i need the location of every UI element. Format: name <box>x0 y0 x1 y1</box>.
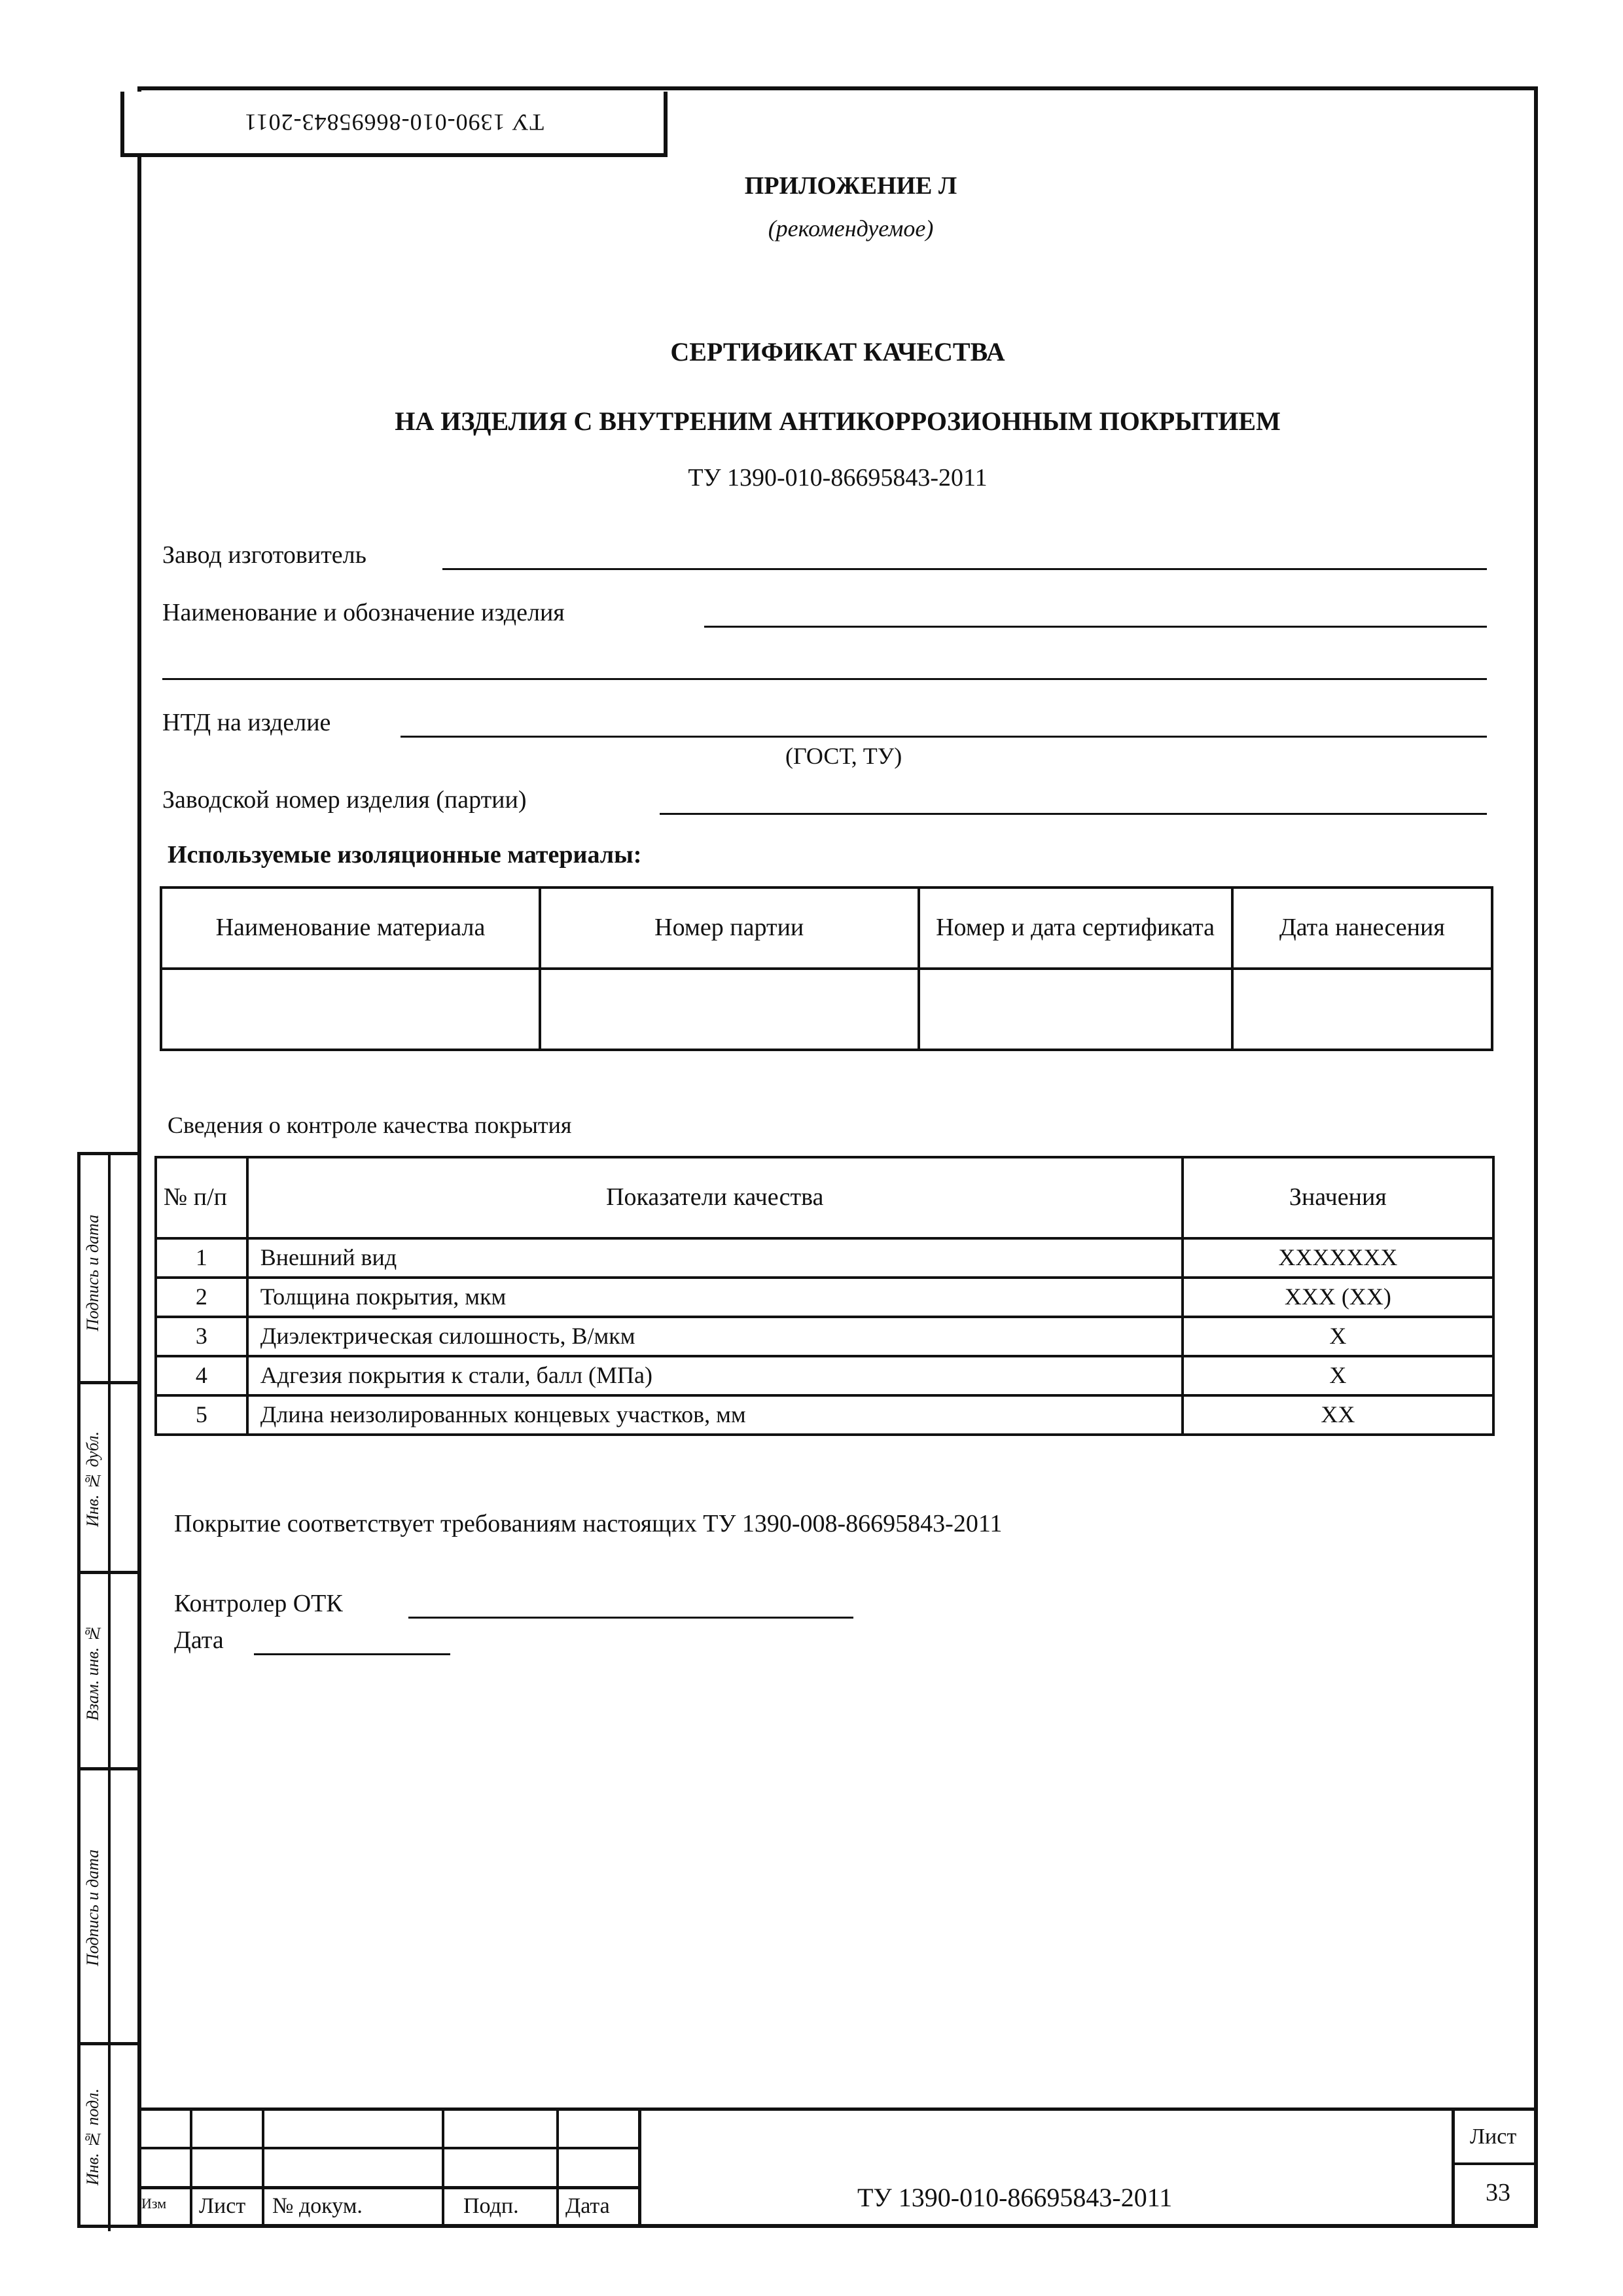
quality-col-value: Значения <box>1183 1157 1493 1238</box>
code-box <box>120 92 668 157</box>
side-label: Подпись и дата <box>83 1214 102 1332</box>
side-cell-dup-inv <box>80 1384 141 1574</box>
certificate-spec: ТУ 1390-010-86695843-2011 <box>688 464 988 492</box>
materials-col-cert: Номер и дата сертификата <box>919 888 1232 969</box>
table-row <box>156 1238 1493 1278</box>
appendix-note: (рекомендуемое) <box>768 215 934 242</box>
row-name: Диэлектрическая силошность, В/мкм <box>247 1317 1183 1356</box>
materials-cell[interactable] <box>161 969 540 1050</box>
quality-col-num: № п/п <box>156 1157 247 1238</box>
certificate-subtitle: НА ИЗДЕЛИЯ С ВНУТРЕНИМ АНТИКОРРОЗИОННЫМ ПОКРЫТИЕМ <box>395 406 1281 436</box>
side-cell-sign-date-1 <box>80 1155 141 1384</box>
tb-label-change: Изм <box>141 2195 167 2212</box>
row-value: X <box>1183 1356 1493 1395</box>
tb-label-sheet: Лист <box>199 2194 246 2218</box>
materials-col-batch: Номер партии <box>540 888 919 969</box>
row-num: 5 <box>156 1395 247 1435</box>
side-label: Инв. № подл. <box>83 2088 102 2186</box>
product-name-field[interactable] <box>704 626 1487 628</box>
side-stamp <box>77 1152 141 2228</box>
quality-col-name: Показатели качества <box>247 1157 1183 1238</box>
controller-signature-field[interactable] <box>408 1617 853 1619</box>
ntd-label: НТД на изделие <box>162 709 331 736</box>
ntd-hint: (ГОСТ, ТУ) <box>785 743 902 769</box>
materials-cell[interactable] <box>540 969 919 1050</box>
table-row <box>156 1278 1493 1317</box>
manufacturer-label: Завод изготовитель <box>162 541 366 569</box>
materials-cell[interactable] <box>1232 969 1492 1050</box>
table-row <box>156 1317 1493 1356</box>
tb-label-signature: Подп. <box>463 2194 519 2218</box>
materials-col-date: Дата нанесения <box>1232 888 1492 969</box>
table-row <box>156 1356 1493 1395</box>
side-cell-sign-date-2 <box>80 1770 141 2045</box>
table-row <box>156 1395 1493 1435</box>
row-num: 3 <box>156 1317 247 1356</box>
row-num: 2 <box>156 1278 247 1317</box>
serial-field[interactable] <box>660 813 1487 815</box>
conclusion-text: Покрытие соответствует требованиям настоящих ТУ 1390-008-86695843-2011 <box>174 1510 1003 1537</box>
row-name: Длина неизолированных концевых участков, мм <box>247 1395 1183 1435</box>
row-num: 1 <box>156 1238 247 1278</box>
row-value: XXX (XX) <box>1183 1278 1493 1317</box>
materials-col-name: Наименование материала <box>161 888 540 969</box>
row-name: Толщина покрытия, мкм <box>247 1278 1183 1317</box>
row-name: Внешний вид <box>247 1238 1183 1278</box>
quality-table <box>154 1156 1495 1436</box>
serial-label: Заводской номер изделия (партии) <box>162 786 527 814</box>
manufacturer-field[interactable] <box>442 568 1487 570</box>
product-name-label: Наименование и обозначение изделия <box>162 599 565 626</box>
materials-cell[interactable] <box>919 969 1232 1050</box>
certificate-title: СЕРТИФИКАТ КАЧЕСТВА <box>670 337 1005 367</box>
code-box-text: ТУ 1390-010-86695843-2011 <box>243 109 544 135</box>
row-name: Адгезия покрытия к стали, балл (МПа) <box>247 1356 1183 1395</box>
date-field[interactable] <box>254 1653 450 1655</box>
quality-heading: Сведения о контроле качества покрытия <box>168 1112 572 1138</box>
tb-sheet-number: 33 <box>1486 2179 1510 2206</box>
appendix-title: ПРИЛОЖЕНИЕ Л <box>744 172 957 200</box>
ntd-field[interactable] <box>401 736 1487 738</box>
tb-label-date: Дата <box>565 2194 610 2218</box>
side-label: Инв. № дубл. <box>83 1431 102 1528</box>
row-value: XXXXXXX <box>1183 1238 1493 1278</box>
title-block <box>137 2108 1538 2228</box>
side-cell-replace-inv <box>80 1574 141 1770</box>
side-cell-orig-inv <box>80 2045 141 2231</box>
side-label: Взам. инв. № <box>83 1624 102 1721</box>
row-value: XX <box>1183 1395 1493 1435</box>
tb-label-doc-num: № докум. <box>272 2194 363 2218</box>
materials-heading: Используемые изоляционные материалы: <box>168 841 642 869</box>
tb-doc-code: ТУ 1390-010-86695843-2011 <box>857 2183 1173 2212</box>
side-label: Подпись и дата <box>83 1849 102 1967</box>
product-name-field-cont[interactable] <box>162 678 1487 680</box>
materials-table <box>160 886 1493 1051</box>
row-num: 4 <box>156 1356 247 1395</box>
controller-label: Контролер ОТК <box>174 1590 343 1617</box>
row-value: X <box>1183 1317 1493 1356</box>
date-label: Дата <box>174 1626 224 1654</box>
tb-sheet-label: Лист <box>1470 2125 1517 2149</box>
